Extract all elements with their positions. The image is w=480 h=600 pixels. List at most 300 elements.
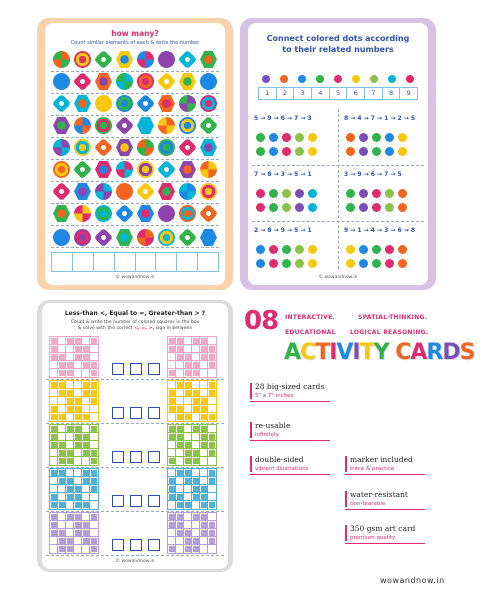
square	[176, 433, 184, 441]
square	[90, 361, 98, 369]
square	[50, 441, 58, 449]
counting-shape	[137, 51, 154, 68]
square	[66, 337, 74, 345]
counting-shape	[73, 72, 92, 91]
square	[184, 469, 192, 477]
headline-letter: T	[315, 340, 330, 365]
square	[74, 457, 82, 465]
feature-accent-bar	[250, 422, 252, 438]
square	[58, 413, 66, 421]
number-sequence: 3 → 9 → 6 → 7 → 5	[344, 171, 402, 178]
square	[50, 389, 58, 397]
sequence-dot	[269, 259, 278, 268]
feature-underline	[250, 474, 330, 475]
square	[58, 381, 66, 389]
headline-letter: C	[395, 340, 411, 365]
square	[200, 521, 208, 529]
answer-box	[130, 363, 142, 375]
square	[74, 397, 82, 405]
answer-box	[73, 253, 94, 271]
square	[66, 529, 74, 537]
square	[50, 337, 58, 345]
square	[184, 361, 192, 369]
square	[90, 369, 98, 377]
sequence-dot	[398, 147, 407, 156]
square	[90, 469, 98, 477]
sequence-dot	[256, 203, 265, 212]
title-line-1: Connect colored dots according	[266, 34, 410, 43]
square	[208, 485, 216, 493]
square	[192, 369, 200, 377]
square	[176, 521, 184, 529]
square	[58, 521, 66, 529]
square	[50, 449, 58, 457]
sequence-dot	[295, 259, 304, 268]
square	[50, 493, 58, 501]
counting-shape	[158, 51, 175, 68]
counting-shape	[53, 205, 70, 222]
counting-shape	[74, 51, 91, 68]
square	[176, 337, 184, 345]
card-connect-dots-footer: © wowandnow.in	[318, 275, 358, 280]
sequence-dot	[359, 147, 368, 156]
square	[184, 345, 192, 353]
card-how-many-subtitle: Count similar elements of each & write the number	[70, 40, 200, 46]
square	[82, 477, 90, 485]
square	[168, 413, 176, 421]
counting-shape	[137, 205, 154, 222]
row-separator	[46, 379, 224, 380]
headline-letter: D	[442, 340, 460, 365]
sequence-dot	[346, 189, 355, 198]
counting-shape	[158, 117, 175, 134]
square	[74, 485, 82, 493]
section-separator	[252, 221, 424, 222]
square	[192, 425, 200, 433]
sequence-dot	[282, 147, 291, 156]
square	[66, 441, 74, 449]
square	[184, 513, 192, 521]
counting-shape	[74, 229, 91, 246]
square	[90, 449, 98, 457]
sequence-dot	[295, 133, 304, 142]
feature-subtitle: infinitely	[255, 432, 279, 438]
square	[58, 425, 66, 433]
square	[74, 405, 82, 413]
colored-square-grid	[168, 337, 216, 377]
square	[168, 381, 176, 389]
square	[50, 413, 58, 421]
sequence-dots	[346, 133, 407, 142]
counting-shape	[200, 139, 217, 156]
square	[176, 389, 184, 397]
reference-number: 6	[347, 88, 365, 99]
square	[192, 457, 200, 465]
square	[66, 345, 74, 353]
square	[208, 337, 216, 345]
counting-shape	[52, 94, 71, 113]
square	[168, 537, 176, 545]
square	[168, 441, 176, 449]
square	[184, 369, 192, 377]
square	[90, 493, 98, 501]
sequence-dot	[398, 259, 407, 268]
square	[90, 545, 98, 553]
square	[58, 485, 66, 493]
colored-square-grid	[168, 381, 216, 421]
card-how-many-title: how many?	[111, 29, 159, 38]
square	[200, 369, 208, 377]
square	[90, 485, 98, 493]
square	[208, 441, 216, 449]
square	[82, 537, 90, 545]
sequence-dots	[256, 189, 317, 198]
square	[74, 345, 82, 353]
square	[184, 521, 192, 529]
square	[82, 501, 90, 509]
square	[200, 433, 208, 441]
square	[176, 477, 184, 485]
number-sequence: 5 → 9 → 6 → 7 → 3	[254, 115, 312, 122]
square	[176, 353, 184, 361]
square	[208, 345, 216, 353]
feature-title: 350 gsm art card	[350, 524, 416, 533]
square	[200, 353, 208, 361]
sequence-dots	[256, 259, 317, 268]
square	[82, 353, 90, 361]
sequence-dots	[346, 259, 407, 268]
square	[184, 389, 192, 397]
square	[192, 521, 200, 529]
square	[58, 369, 66, 377]
sequence-dot	[256, 133, 265, 142]
square	[184, 493, 192, 501]
sequence-dot	[372, 203, 381, 212]
answer-box	[177, 253, 198, 271]
square	[90, 529, 98, 537]
sequence-dot	[372, 133, 381, 142]
square	[82, 397, 90, 405]
square	[208, 449, 216, 457]
square	[200, 397, 208, 405]
square	[208, 381, 216, 389]
reference-number: 8	[383, 88, 401, 99]
square	[82, 413, 90, 421]
sequence-dot	[282, 189, 291, 198]
square	[50, 513, 58, 521]
feature-title: re-usable	[255, 421, 291, 430]
reference-number: 4	[312, 88, 330, 99]
square	[176, 413, 184, 421]
square	[184, 457, 192, 465]
sequence-dot	[346, 147, 355, 156]
subtitle-part-a: Count & write the number of colored squares in the box	[70, 320, 200, 325]
square	[200, 493, 208, 501]
square	[192, 537, 200, 545]
feature-subtitle: non-tearable	[350, 501, 386, 507]
sequence-dot	[385, 245, 394, 254]
square	[176, 457, 184, 465]
feature-accent-bar	[345, 491, 347, 507]
headline-letter: C	[300, 340, 316, 365]
square	[184, 413, 192, 421]
colored-square-grid	[168, 513, 216, 553]
counting-shape	[179, 183, 196, 200]
headline-letter: T	[359, 340, 374, 365]
counting-shape	[158, 95, 175, 112]
reference-dot	[370, 75, 378, 83]
counting-shape	[178, 50, 197, 69]
square	[82, 469, 90, 477]
square	[184, 545, 192, 553]
counting-shape	[95, 161, 112, 178]
square	[176, 501, 184, 509]
square	[50, 501, 58, 509]
square	[66, 485, 74, 493]
answer-box	[115, 253, 136, 271]
counting-shape	[74, 183, 91, 200]
card-connect-dots-face	[248, 23, 428, 285]
feature-accent-bar	[345, 525, 347, 541]
square	[66, 433, 74, 441]
square	[168, 529, 176, 537]
square	[74, 337, 82, 345]
answer-box	[94, 253, 115, 271]
number-sequence: 9 → 1 → 4 → 3 → 6 → 8	[344, 227, 416, 234]
colored-square-grid	[168, 425, 216, 465]
square	[208, 361, 216, 369]
reference-number: 2	[277, 88, 295, 99]
reference-number: 5	[330, 88, 348, 99]
square	[66, 389, 74, 397]
square	[208, 521, 216, 529]
card-compare-title: Less-than <, Equal to =, Greater-than > ?	[64, 310, 206, 317]
square	[184, 405, 192, 413]
square	[90, 353, 98, 361]
headline-letter: I	[352, 340, 360, 365]
sequence-dot	[269, 147, 278, 156]
row-separator	[51, 203, 219, 204]
reference-number: 7	[365, 88, 383, 99]
sequence-dot	[295, 147, 304, 156]
feature-underline	[250, 401, 330, 402]
sequence-dot	[308, 189, 317, 198]
square	[74, 545, 82, 553]
keyword-educational: EDUCATIONAL	[285, 329, 336, 336]
square	[192, 493, 200, 501]
square	[208, 513, 216, 521]
square	[66, 361, 74, 369]
counting-shape	[95, 95, 112, 112]
square	[58, 345, 66, 353]
counting-shape	[74, 95, 91, 112]
counting-shape	[200, 229, 217, 246]
square	[82, 405, 90, 413]
sequence-dot	[398, 203, 407, 212]
row-separator	[51, 137, 219, 138]
square	[208, 493, 216, 501]
square	[200, 485, 208, 493]
square	[200, 529, 208, 537]
square	[58, 457, 66, 465]
square	[208, 397, 216, 405]
square	[200, 513, 208, 521]
square	[200, 337, 208, 345]
square	[176, 397, 184, 405]
sequence-dot	[308, 133, 317, 142]
answer-box	[148, 363, 160, 375]
counting-shape	[94, 50, 113, 69]
square	[74, 493, 82, 501]
square	[192, 529, 200, 537]
square	[192, 397, 200, 405]
square	[168, 513, 176, 521]
square	[200, 537, 208, 545]
square	[50, 353, 58, 361]
square	[66, 501, 74, 509]
square	[90, 389, 98, 397]
colored-square-grid	[50, 469, 98, 509]
counting-shape	[52, 182, 71, 201]
counting-shape	[116, 229, 133, 246]
square	[58, 433, 66, 441]
square	[74, 501, 82, 509]
square	[168, 345, 176, 353]
card-how-many-face	[45, 23, 225, 285]
headline-letter: R	[426, 340, 443, 365]
square	[66, 413, 74, 421]
sequence-dot	[385, 189, 394, 198]
reference-numbers	[258, 87, 418, 100]
square	[192, 433, 200, 441]
square	[200, 345, 208, 353]
square	[50, 545, 58, 553]
card-count-number: 08	[244, 306, 279, 336]
feature-underline	[345, 543, 425, 544]
square	[184, 337, 192, 345]
square	[82, 545, 90, 553]
sequence-dot	[282, 133, 291, 142]
counting-shape	[116, 95, 133, 112]
square	[200, 501, 208, 509]
answer-box	[148, 451, 160, 463]
counting-shape	[115, 116, 134, 135]
square	[74, 353, 82, 361]
square	[50, 433, 58, 441]
square	[66, 397, 74, 405]
square	[90, 521, 98, 529]
square	[66, 537, 74, 545]
counting-shape	[137, 117, 154, 134]
square	[184, 353, 192, 361]
square	[200, 477, 208, 485]
square	[200, 441, 208, 449]
square	[50, 345, 58, 353]
square	[192, 501, 200, 509]
square	[176, 529, 184, 537]
reference-dots	[262, 75, 414, 83]
square	[90, 397, 98, 405]
square	[74, 361, 82, 369]
sequence-dot	[359, 189, 368, 198]
square	[200, 381, 208, 389]
square	[82, 449, 90, 457]
square	[66, 353, 74, 361]
square	[208, 369, 216, 377]
square	[168, 425, 176, 433]
counting-shape	[178, 138, 197, 157]
counting-shape	[53, 139, 70, 156]
counting-shape	[158, 139, 175, 156]
counting-shape	[73, 160, 92, 179]
square	[50, 529, 58, 537]
sequence-dot	[282, 203, 291, 212]
square	[192, 413, 200, 421]
answer-box	[148, 495, 160, 507]
square	[192, 381, 200, 389]
square	[184, 501, 192, 509]
feature-accent-bar	[250, 383, 252, 399]
reference-number: 1	[259, 88, 277, 99]
square	[90, 441, 98, 449]
counting-shape	[136, 94, 155, 113]
square	[74, 477, 82, 485]
headline-letter: A	[284, 340, 301, 365]
square	[184, 425, 192, 433]
counting-shape	[116, 161, 133, 178]
sequence-dot	[256, 245, 265, 254]
square	[176, 361, 184, 369]
counting-shape	[199, 116, 218, 135]
square	[90, 501, 98, 509]
square	[58, 389, 66, 397]
sequence-dots	[346, 189, 407, 198]
row-separator	[51, 181, 219, 182]
answer-box	[136, 253, 157, 271]
answer-box	[198, 253, 218, 271]
square	[192, 361, 200, 369]
sequence-dot	[346, 133, 355, 142]
keyword-logical: LOGICAL REASONING.	[350, 329, 429, 336]
reference-dot	[406, 75, 414, 83]
counting-shape	[137, 139, 154, 156]
square	[208, 413, 216, 421]
answer-box	[112, 407, 124, 419]
row-separator	[51, 159, 219, 160]
square	[176, 469, 184, 477]
reference-dot	[334, 75, 342, 83]
square	[192, 345, 200, 353]
square	[168, 521, 176, 529]
divider	[338, 109, 339, 269]
square	[50, 457, 58, 465]
square	[200, 469, 208, 477]
sequence-dot	[295, 245, 304, 254]
square	[90, 457, 98, 465]
colored-square-grid	[50, 337, 98, 377]
square	[74, 389, 82, 397]
headline-letter: V	[336, 340, 353, 365]
square	[82, 361, 90, 369]
feature-subtitle: premium quality	[350, 535, 396, 541]
counting-shape	[53, 117, 70, 134]
sequence-dot	[282, 259, 291, 268]
reference-number: 3	[294, 88, 312, 99]
square	[58, 477, 66, 485]
square	[168, 361, 176, 369]
square	[50, 361, 58, 369]
sequence-dot	[346, 245, 355, 254]
